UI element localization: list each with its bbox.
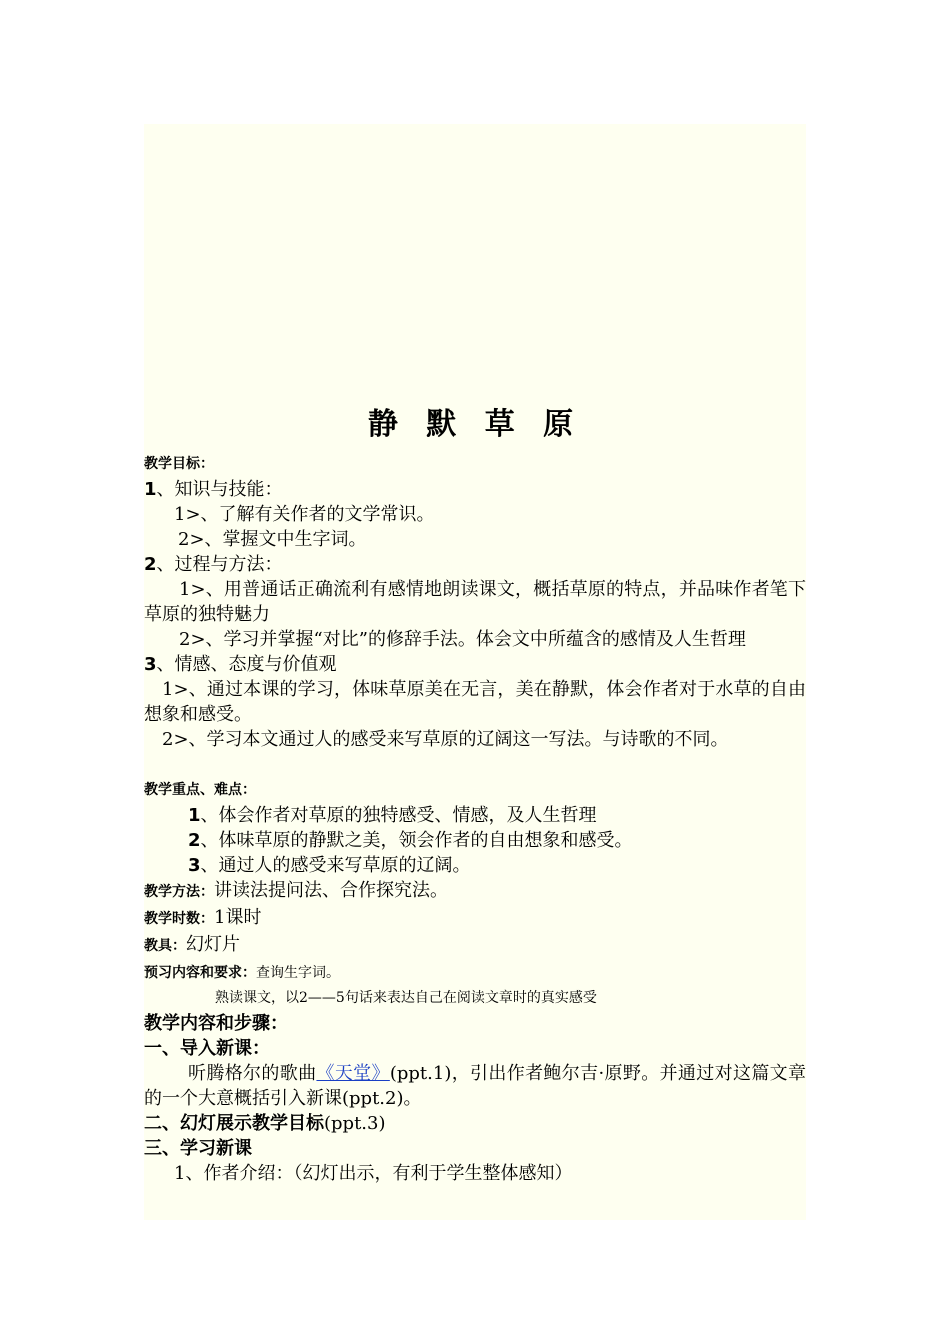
part-2-suffix: (ppt.3) [324,1113,386,1134]
key-point-text: 、通过人的感受来写草原的辽阔。 [200,855,471,876]
teaching-method-value: 讲读法提问法、合作探究法。 [214,880,448,901]
part-1-text-cont: (ppt.1)，引出作者鲍尔吉·原野。并通过对这篇文章的一个大意概括引入新课(ppt.2)。 [144,1063,807,1109]
section-text: 、知识与技能： [156,479,283,500]
objective-2-item-1: 1>、用普通话正确流利有感情地朗读课文，概括草原的特点，并品味作者笔下草原的独特魅力 [144,579,806,625]
teaching-tools-label: 教具： [144,938,186,954]
preview-label: 预习内容和要求： [144,965,256,981]
section-number: 2 [144,554,157,575]
preview-requirements [144,959,806,986]
key-point-text: 、体味草原的静默之美，领会作者的自由想象和感受。 [200,830,633,851]
key-point-number: 3 [188,855,201,876]
song-link[interactable]: 《天堂》 [316,1063,390,1084]
part-3-title: 三、学习新课 [144,1138,252,1159]
teaching-tools-value: 幻灯片 [186,934,240,955]
document-body [144,400,806,1186]
key-point-2 [144,828,806,853]
spacer [144,752,806,776]
teaching-method [144,878,806,905]
objective-section-3 [144,652,806,677]
key-points-label: 教学重点、难点： [144,782,256,798]
section-text: 、情感、态度与价值观 [156,654,337,675]
key-point-number: 2 [188,830,201,851]
key-points-heading [144,776,806,803]
part-1-text: 听腾格尔的歌曲 [188,1063,317,1084]
objective-2-item-2: 2>、学习并掌握“对比”的修辞手法。体会文中所蕴含的感情及人生哲理 [179,629,746,650]
teaching-method-label: 教学方法： [144,884,214,900]
part-2-heading: 二、幻灯展示教学目标 [144,1113,324,1134]
key-point-3 [144,853,806,878]
section-number: 1 [144,479,157,500]
preview-value: 查询生字词。 [256,965,340,981]
objectives-heading [144,450,806,477]
teaching-hours [144,905,806,932]
objective-3-item-2: 2>、学习本文通过人的感受来写草原的辽阔这一写法。与诗歌的不同。 [162,729,729,750]
key-point-number: 1 [188,805,201,826]
part-3-item-1: 1、作者介绍：（幻灯出示，有利于学生整体感知） [174,1163,573,1184]
part-1-title: 一、导入新课： [144,1038,270,1059]
key-point-text: 、体会作者对草原的独特感受、情感，及人生哲理 [200,805,597,826]
key-point-1 [144,803,806,828]
objective-1-item-1: 1>、了解有关作者的文学常识。 [174,504,435,525]
teaching-hours-label: 教学时数： [144,911,214,927]
objective-3-item-1: 1>、通过本课的学习，体味草原美在无言，美在静默，体会作者对于水草的自由想象和感受。 [144,679,806,725]
section-number: 3 [144,654,157,675]
document-title: 静 默 草 原 [367,407,583,442]
section-text: 、过程与方法： [156,554,283,575]
objective-1-item-2: 2>、掌握文中生字词。 [178,529,367,550]
part-1-paragraph [144,1061,806,1111]
preview-line-2: 熟读课文，以2——5句话来表达自己在阅读文章时的真实感受 [215,990,597,1006]
objective-section-2 [144,552,806,577]
part-2-title [144,1111,806,1136]
teaching-tools [144,932,806,959]
steps-heading: 教学内容和步骤： [144,1013,288,1034]
objective-section-1 [144,477,806,502]
teaching-hours-value: 1课时 [214,907,262,928]
objectives-label: 教学目标： [144,456,214,472]
